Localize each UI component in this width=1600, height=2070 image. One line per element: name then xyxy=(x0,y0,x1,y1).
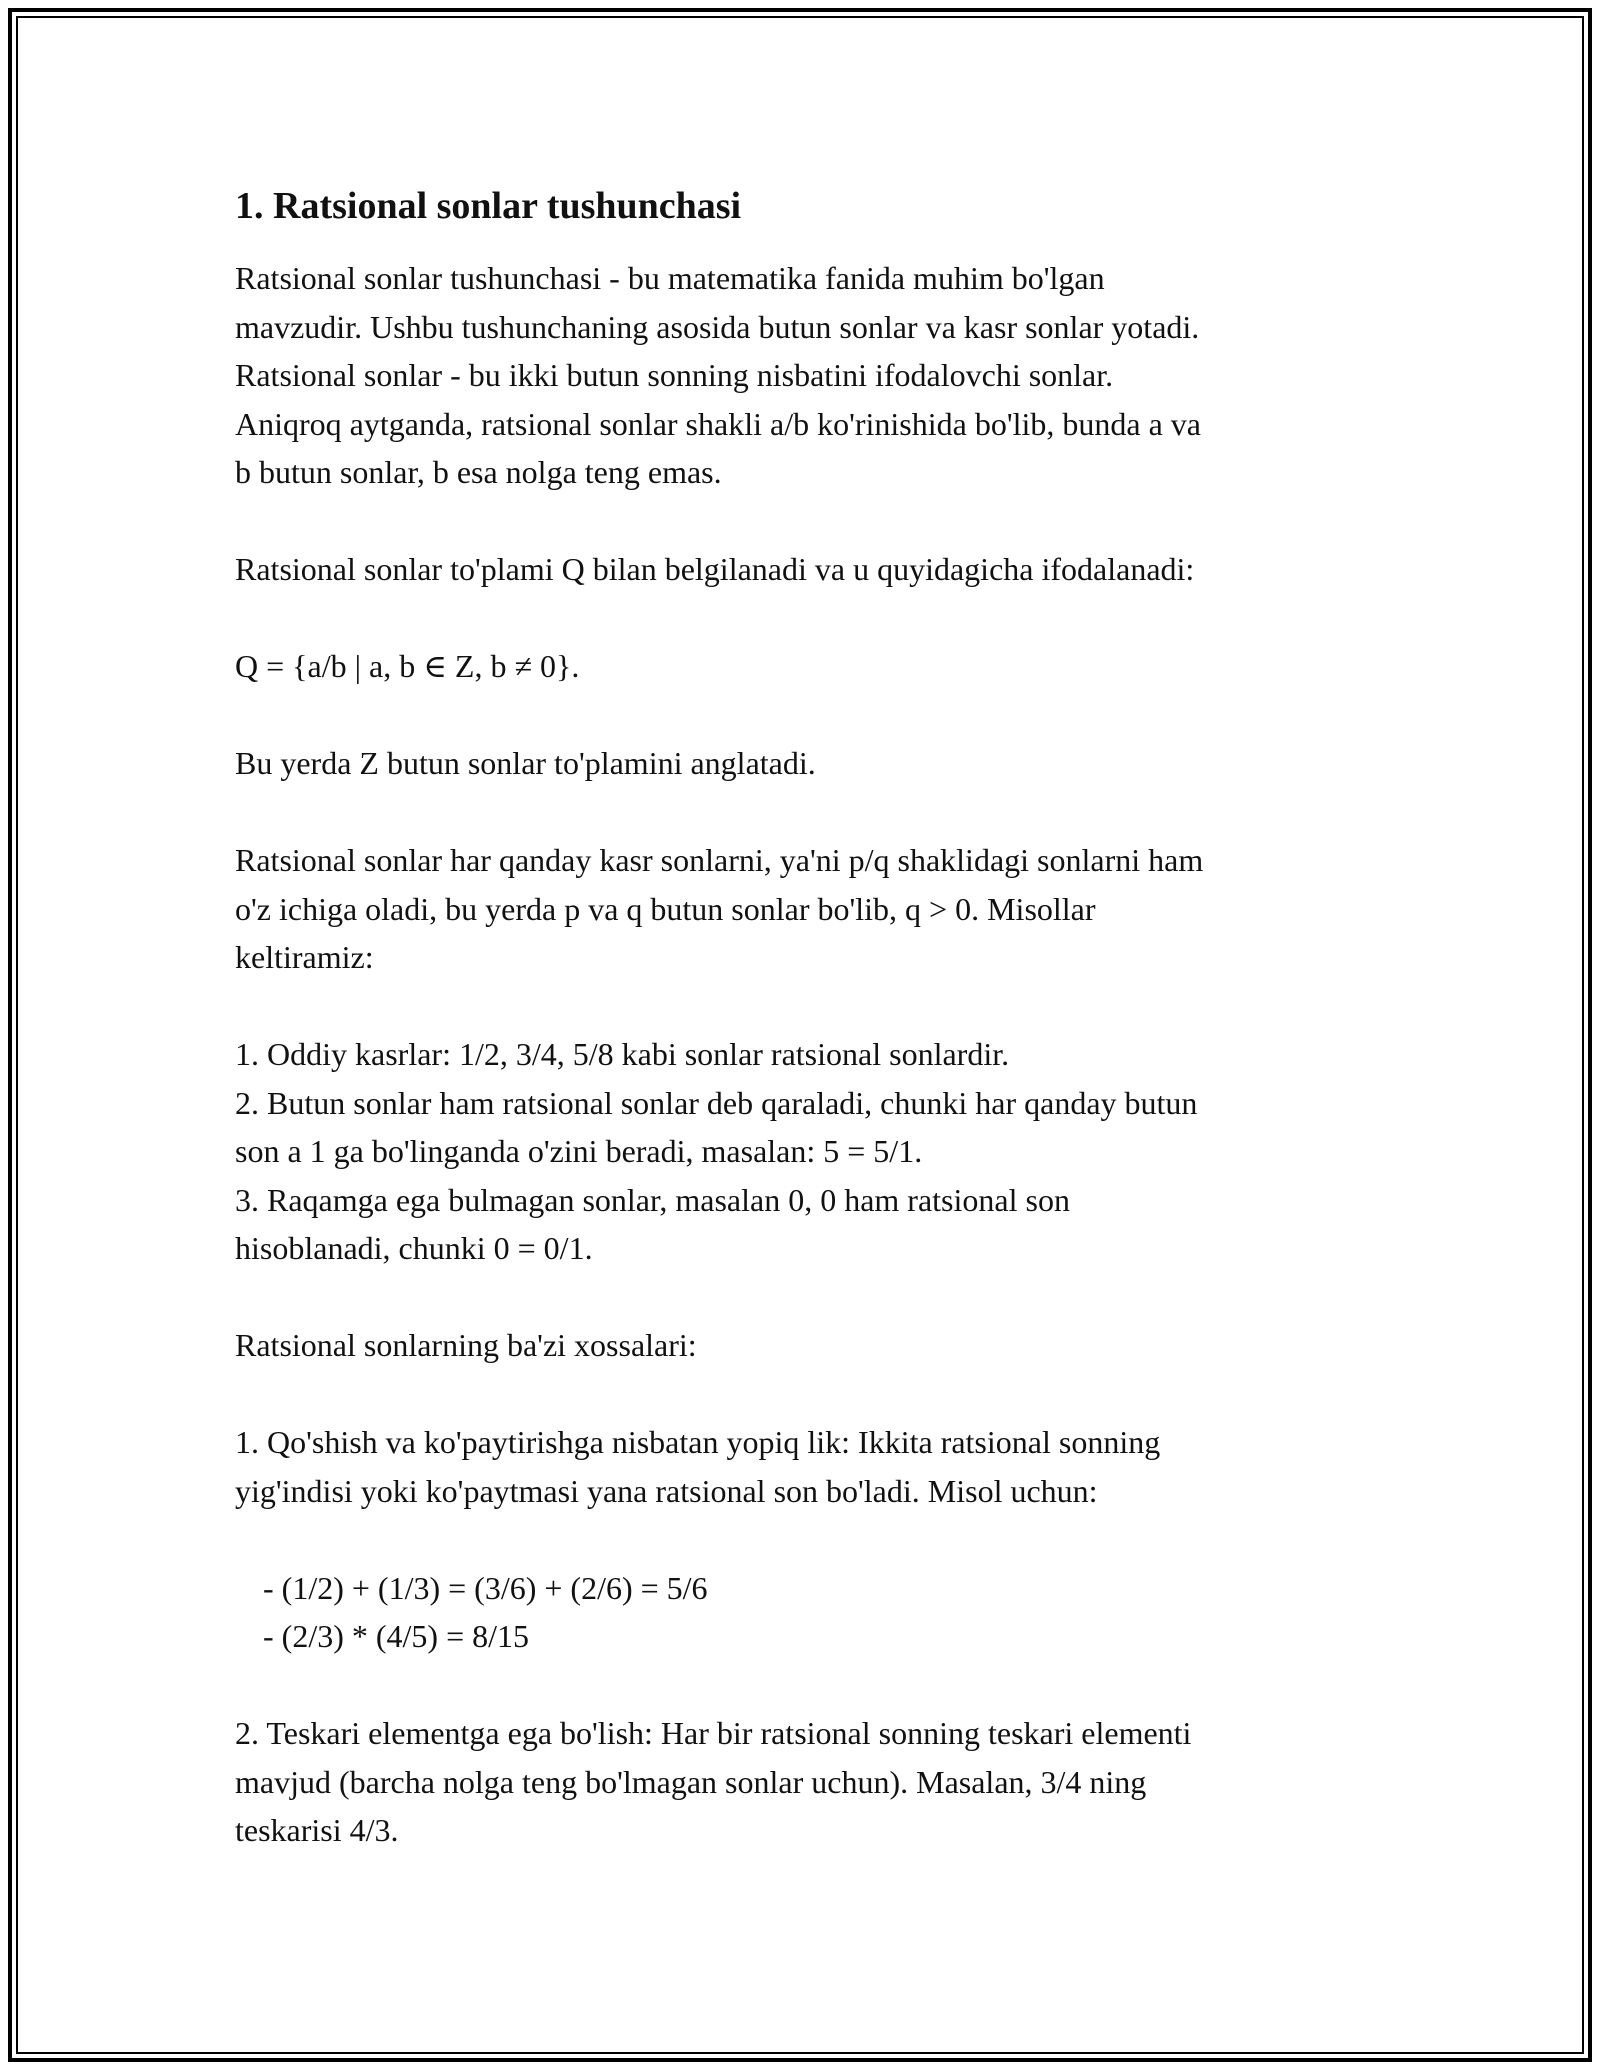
text-line: Ratsional sonlar har qanday kasr sonlarni, ya'ni p/q shaklidagi sonlarni ham xyxy=(235,842,1204,878)
examples-list xyxy=(235,1030,1355,1273)
properties-intro xyxy=(235,1321,1355,1370)
calc-line: - (1/2) + (1/3) = (3/6) + (2/6) = 5/6 xyxy=(263,1569,708,1606)
list-item: mavjud (barcha nolga teng bo'lmagan sonlar uchun). Masalan, 3/4 ning xyxy=(235,1763,1147,1800)
list-item: teskarisi 4/3. xyxy=(235,1812,399,1848)
list-item: hisoblanadi, chunki 0 = 0/1. xyxy=(235,1230,593,1266)
calculation-examples xyxy=(235,1564,1355,1661)
text-line: Ratsional sonlar to'plami Q bilan belgilanadi va u quyidagicha ifodalanadi: xyxy=(235,551,1195,587)
list-item: 1. Qo'shish va ko'paytirishga nisbatan yopiq lik: Ikkita ratsional sonning xyxy=(235,1424,1161,1460)
text-line: mavzudir. Ushbu tushunchaning asosida butun sonlar va kasr sonlar yotadi. xyxy=(235,308,1200,345)
document-body xyxy=(235,182,1355,1903)
text-line: Bu yerda Z butun sonlar to'plamini anglatadi. xyxy=(235,745,816,781)
text-line: Aniqroq aytganda, ratsional sonlar shakli a/b ko'rinishida bo'lib, bunda a va xyxy=(235,405,1201,442)
list-item: 2. Butun sonlar ham ratsional sonlar deb qaraladi, chunki har qanday butun xyxy=(235,1084,1198,1121)
text-line: Ratsional sonlar tushunchasi - bu matematika fanida muhim bo'lgan xyxy=(235,260,1105,296)
text-line: Ratsional sonlarning ba'zi xossalari: xyxy=(235,1327,697,1363)
z-explanation-paragraph xyxy=(235,739,1355,788)
property-inverse xyxy=(235,1709,1355,1855)
list-item: 1. Oddiy kasrlar: 1/2, 3/4, 5/8 kabi sonlar ratsional sonlardir. xyxy=(235,1036,1010,1072)
fractions-paragraph xyxy=(235,836,1355,982)
list-item: 3. Raqamga ega bulmagan sonlar, masalan 0, 0 ham ratsional son xyxy=(235,1181,1070,1218)
text-line: keltiramiz: xyxy=(235,939,374,975)
intro-paragraph xyxy=(235,254,1355,497)
property-closure xyxy=(235,1418,1355,1515)
set-definition-paragraph xyxy=(235,545,1355,594)
list-item: son a 1 ga bo'linganda o'zini beradi, masalan: 5 = 5/1. xyxy=(235,1133,923,1169)
text-line: o'z ichiga oladi, bu yerda p va q butun sonlar bo'lib, q > 0. Misollar xyxy=(235,890,1096,927)
formula-line: Q = {a/b | a, b ∈ Z, b ≠ 0}. xyxy=(235,648,580,684)
section-heading: 1. Ratsional sonlar tushunchasi xyxy=(235,185,742,227)
list-item: 2. Teskari elementga ega bo'lish: Har bir ratsional sonning teskari elementi xyxy=(235,1715,1192,1751)
text-line: Ratsional sonlar - bu ikki butun sonning nisbatini ifodalovchi sonlar. xyxy=(235,357,1114,393)
list-item: yig'indisi yoki ko'paytmasi yana ratsional son bo'ladi. Misol uchun: xyxy=(235,1472,1098,1509)
calc-line: - (2/3) * (4/5) = 8/15 xyxy=(263,1618,529,1654)
text-line: b butun sonlar, b esa nolga teng emas. xyxy=(235,454,722,490)
set-formula xyxy=(235,642,1355,691)
